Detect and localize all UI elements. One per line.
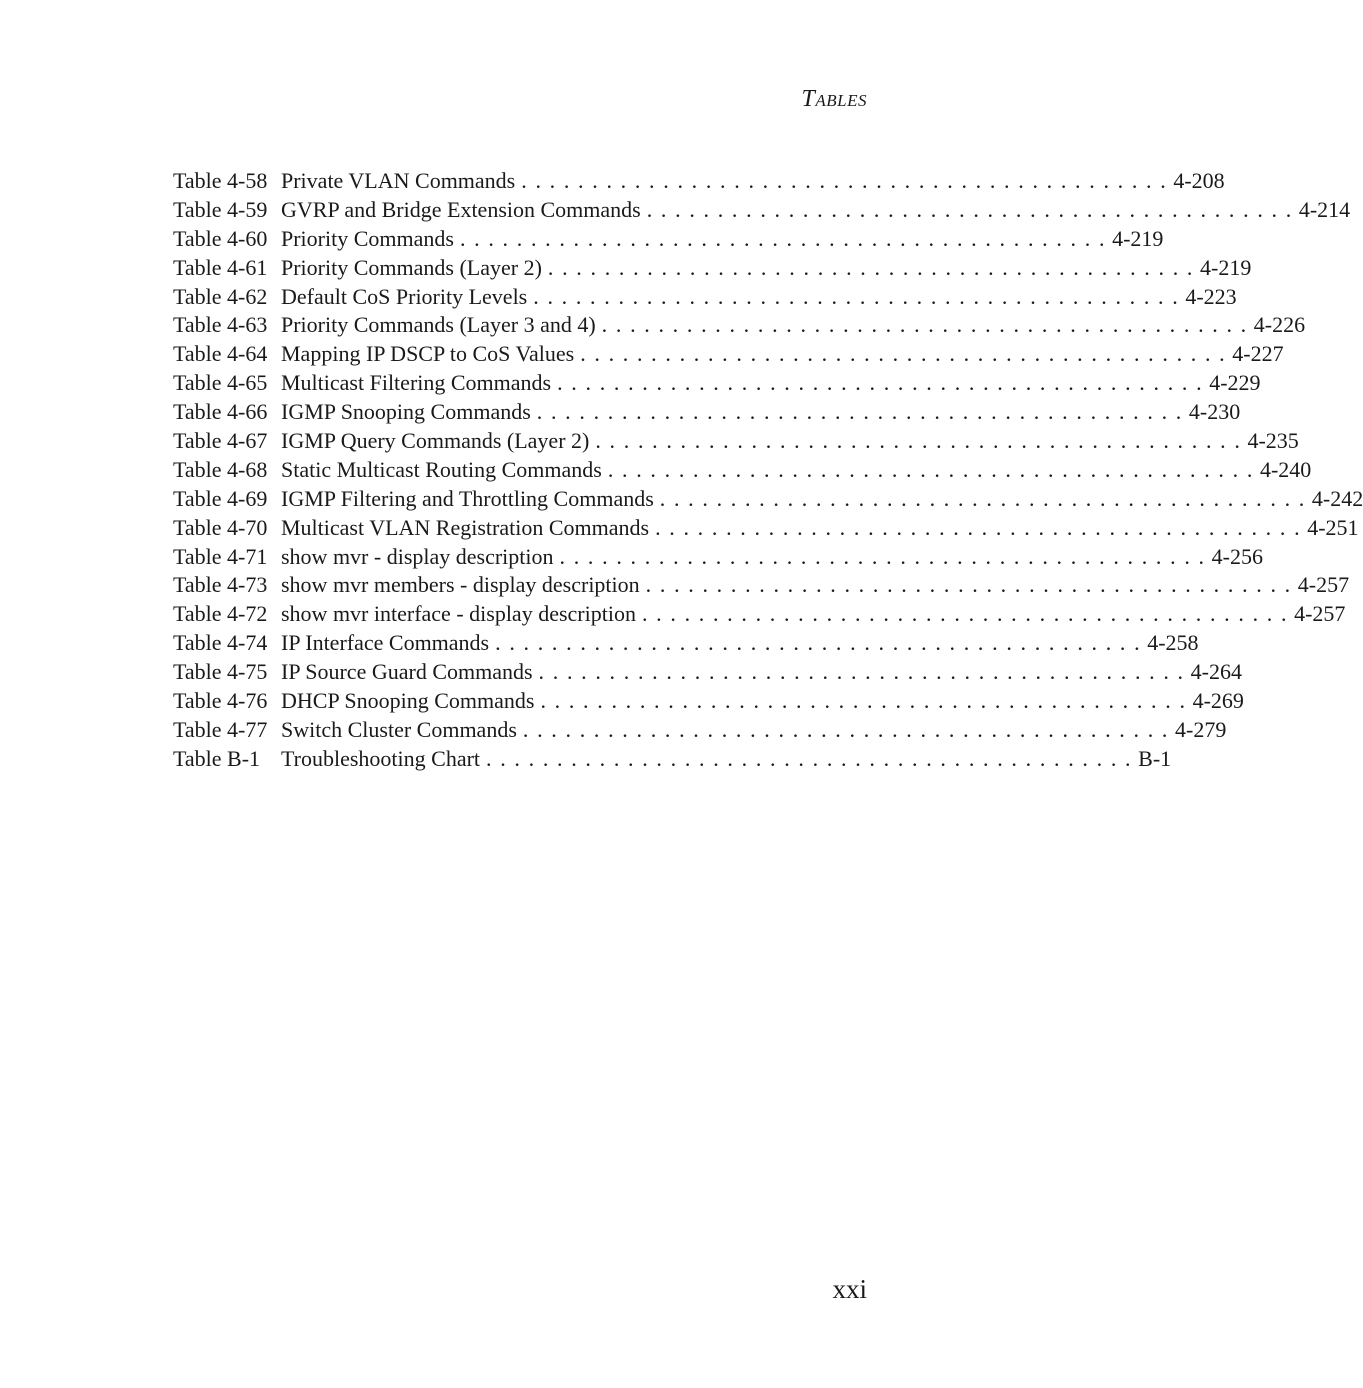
- toc-entry-number: Table 4-62: [173, 283, 268, 309]
- toc-entry-title: Private VLAN Commands: [281, 168, 516, 193]
- dot-leader: . . . . . . . . . . . . . . . . . . . . . . . . . . . . . . . . . . . . . . . . . . . . . .: [538, 659, 1185, 685]
- toc-entry[interactable]: [173, 716, 1227, 745]
- dot-leader: . . . . . . . . . . . . . . . . . . . . . . . . . . . . . . . . . . . . . . . . . . . . . .: [659, 485, 1306, 511]
- toc-entry[interactable]: [173, 571, 1350, 600]
- dot-leader: . . . . . . . . . . . . . . . . . . . . . . . . . . . . . . . . . . . . . . . . . . . . . .: [559, 543, 1206, 569]
- toc-entry-title: Troubleshooting Chart: [281, 745, 481, 771]
- toc-entry-number: Table 4-67: [173, 428, 268, 454]
- toc-entry-number: Table 4-69: [173, 485, 268, 511]
- toc-entry[interactable]: [173, 629, 1199, 658]
- toc-entry-title: Default CoS Priority Levels: [281, 283, 528, 309]
- toc-entry-page: 4-223: [1185, 283, 1237, 309]
- toc-entry[interactable]: [173, 456, 1312, 485]
- toc-entry-page: 4-240: [1259, 456, 1312, 482]
- dot-leader: . . . . . . . . . . . . . . . . . . . . . . . . . . . . . . . . . . . . . . . . . . . . . .: [557, 370, 1204, 396]
- toc-entry-number: Table 4-59: [173, 196, 268, 222]
- toc-entry-number: Table 4-72: [173, 601, 268, 627]
- toc-entry-number: Table 4-60: [173, 225, 268, 251]
- toc-entry-page: 4-208: [1173, 168, 1225, 193]
- toc-entry[interactable]: [173, 340, 1284, 369]
- dot-leader: . . . . . . . . . . . . . . . . . . . . . . . . . . . . . . . . . . . . . . . . . . . . . .: [655, 514, 1302, 540]
- dot-leader: . . . . . . . . . . . . . . . . . . . . . . . . . . . . . . . . . . . . . . . . . . . . . .: [595, 428, 1242, 454]
- dot-leader: . . . . . . . . . . . . . . . . . . . . . . . . . . . . . . . . . . . . . . . . . . . . . .: [521, 168, 1168, 193]
- toc-entry[interactable]: [173, 369, 1261, 398]
- page-number: xxi: [832, 1274, 867, 1304]
- toc-entry[interactable]: [173, 427, 1299, 456]
- toc-entry-number: Table 4-77: [173, 716, 268, 742]
- toc-entry-title: DHCP Snooping Commands: [281, 688, 535, 714]
- toc-entry-title: Switch Cluster Commands: [281, 716, 517, 742]
- dot-leader: . . . . . . . . . . . . . . . . . . . . . . . . . . . . . . . . . . . . . . . . . . . . . .: [607, 456, 1254, 482]
- toc-entry-title: IP Interface Commands: [281, 630, 490, 656]
- toc-entry-title: Priority Commands (Layer 3 and 4): [281, 312, 596, 338]
- toc-entry[interactable]: [173, 745, 1172, 774]
- toc-entry-page: 4-229: [1209, 370, 1261, 396]
- toc-entry-number: Table B-1: [173, 745, 261, 771]
- toc-entry-title: Mapping IP DSCP to CoS Values: [281, 341, 575, 367]
- table-of-tables-list: [173, 167, 1363, 774]
- dot-leader: . . . . . . . . . . . . . . . . . . . . . . . . . . . . . . . . . . . . . . . . . . . . . .: [646, 196, 1293, 222]
- toc-entry-page: 4-242: [1311, 485, 1363, 511]
- toc-entry-title: IGMP Snooping Commands: [281, 399, 531, 425]
- toc-entry-number: Table 4-75: [173, 659, 268, 685]
- toc-entry-title: IP Source Guard Commands: [281, 659, 533, 685]
- dot-leader: . . . . . . . . . . . . . . . . . . . . . . . . . . . . . . . . . . . . . . . . . . . . . .: [533, 283, 1180, 309]
- dot-leader: . . . . . . . . . . . . . . . . . . . . . . . . . . . . . . . . . . . . . . . . . . . . . .: [645, 572, 1292, 598]
- toc-entry-page: 4-235: [1247, 428, 1299, 454]
- toc-entry-title: Priority Commands (Layer 2): [281, 254, 542, 280]
- dot-leader: . . . . . . . . . . . . . . . . . . . . . . . . . . . . . . . . . . . . . . . . . . . . . .: [495, 630, 1142, 656]
- dot-leader: . . . . . . . . . . . . . . . . . . . . . . . . . . . . . . . . . . . . . . . . . . . . . .: [522, 716, 1169, 742]
- toc-entry-title: Multicast Filtering Commands: [281, 370, 552, 396]
- toc-entry-number: Table 4-64: [173, 341, 268, 367]
- toc-entry-number: Table 4-65: [173, 370, 268, 396]
- toc-entry[interactable]: [173, 225, 1164, 254]
- toc-entry[interactable]: [173, 311, 1306, 340]
- toc-entry-number: Table 4-73: [173, 572, 268, 598]
- running-header: Tables: [801, 86, 867, 112]
- toc-entry-page: 4-264: [1190, 659, 1242, 685]
- toc-entry-page: 4-256: [1211, 543, 1263, 569]
- toc-entry[interactable]: [173, 485, 1363, 514]
- toc-entry-title: show mvr interface - display description: [281, 601, 636, 627]
- toc-entry-page: 4-219: [1200, 254, 1252, 280]
- toc-entry-number: Table 4-63: [173, 312, 268, 338]
- toc-entry-page: 4-219: [1112, 225, 1164, 251]
- toc-entry-title: Priority Commands: [281, 225, 454, 251]
- toc-entry[interactable]: [173, 283, 1237, 312]
- dot-leader: . . . . . . . . . . . . . . . . . . . . . . . . . . . . . . . . . . . . . . . . . . . . . .: [601, 312, 1248, 338]
- toc-entry-page: 4-230: [1188, 399, 1241, 425]
- dot-leader: . . . . . . . . . . . . . . . . . . . . . . . . . . . . . . . . . . . . . . . . . . . . . .: [641, 601, 1289, 627]
- toc-entry-number: Table 4-68: [173, 456, 268, 482]
- toc-entry-title: Static Multicast Routing Commands: [281, 456, 602, 482]
- toc-entry-number: Table 4-61: [173, 254, 268, 280]
- toc-entry-title: GVRP and Bridge Extension Commands: [281, 196, 641, 222]
- toc-entry[interactable]: [173, 600, 1346, 629]
- dot-leader: . . . . . . . . . . . . . . . . . . . . . . . . . . . . . . . . . . . . . . . . . . . . . .: [547, 254, 1195, 280]
- toc-entry-number: Table 4-66: [173, 399, 268, 425]
- toc-entry-page: 4-226: [1253, 312, 1306, 338]
- toc-entry-page: 4-269: [1192, 688, 1244, 714]
- toc-entry[interactable]: [173, 167, 1225, 196]
- toc-entry-title: show mvr members - display description: [281, 572, 640, 598]
- toc-entry-page: 4-257: [1294, 601, 1346, 627]
- toc-entry[interactable]: [173, 543, 1263, 572]
- toc-entry-title: Multicast VLAN Registration Commands: [281, 514, 650, 540]
- toc-entry[interactable]: [173, 687, 1244, 716]
- dot-leader: . . . . . . . . . . . . . . . . . . . . . . . . . . . . . . . . . . . . . . . . . . . . . .: [540, 688, 1187, 714]
- toc-entry[interactable]: [173, 514, 1359, 543]
- toc-entry-number: Table 4-58: [173, 168, 268, 193]
- toc-entry-number: Table 4-74: [173, 630, 268, 656]
- toc-entry[interactable]: [173, 398, 1241, 427]
- toc-entry-title: show mvr - display description: [281, 543, 554, 569]
- dot-leader: . . . . . . . . . . . . . . . . . . . . . . . . . . . . . . . . . . . . . . . . . . . . . .: [580, 341, 1227, 367]
- dot-leader: . . . . . . . . . . . . . . . . . . . . . . . . . . . . . . . . . . . . . . . . . . . . . .: [486, 745, 1133, 771]
- toc-entry-number: Table 4-76: [173, 688, 268, 714]
- toc-entry-page: 4-251: [1307, 514, 1359, 540]
- toc-entry-page: 4-258: [1147, 630, 1199, 656]
- toc-entry-title: IGMP Filtering and Throttling Commands: [281, 485, 654, 511]
- toc-entry-number: Table 4-70: [173, 514, 268, 540]
- toc-entry-page: 4-279: [1175, 716, 1227, 742]
- toc-entry-number: Table 4-71: [173, 543, 268, 569]
- toc-entry-page: 4-257: [1297, 572, 1350, 598]
- toc-entry[interactable]: [173, 658, 1242, 687]
- dot-leader: . . . . . . . . . . . . . . . . . . . . . . . . . . . . . . . . . . . . . . . . . . . . . .: [459, 225, 1107, 251]
- toc-entry[interactable]: [173, 196, 1351, 225]
- toc-entry-page: B-1: [1138, 745, 1172, 771]
- toc-entry-page: 4-214: [1298, 196, 1351, 222]
- dot-leader: . . . . . . . . . . . . . . . . . . . . . . . . . . . . . . . . . . . . . . . . . . . . . .: [536, 399, 1183, 425]
- toc-entry-title: IGMP Query Commands (Layer 2): [281, 428, 590, 454]
- toc-entry[interactable]: [173, 254, 1252, 283]
- toc-entry-page: 4-227: [1232, 341, 1284, 367]
